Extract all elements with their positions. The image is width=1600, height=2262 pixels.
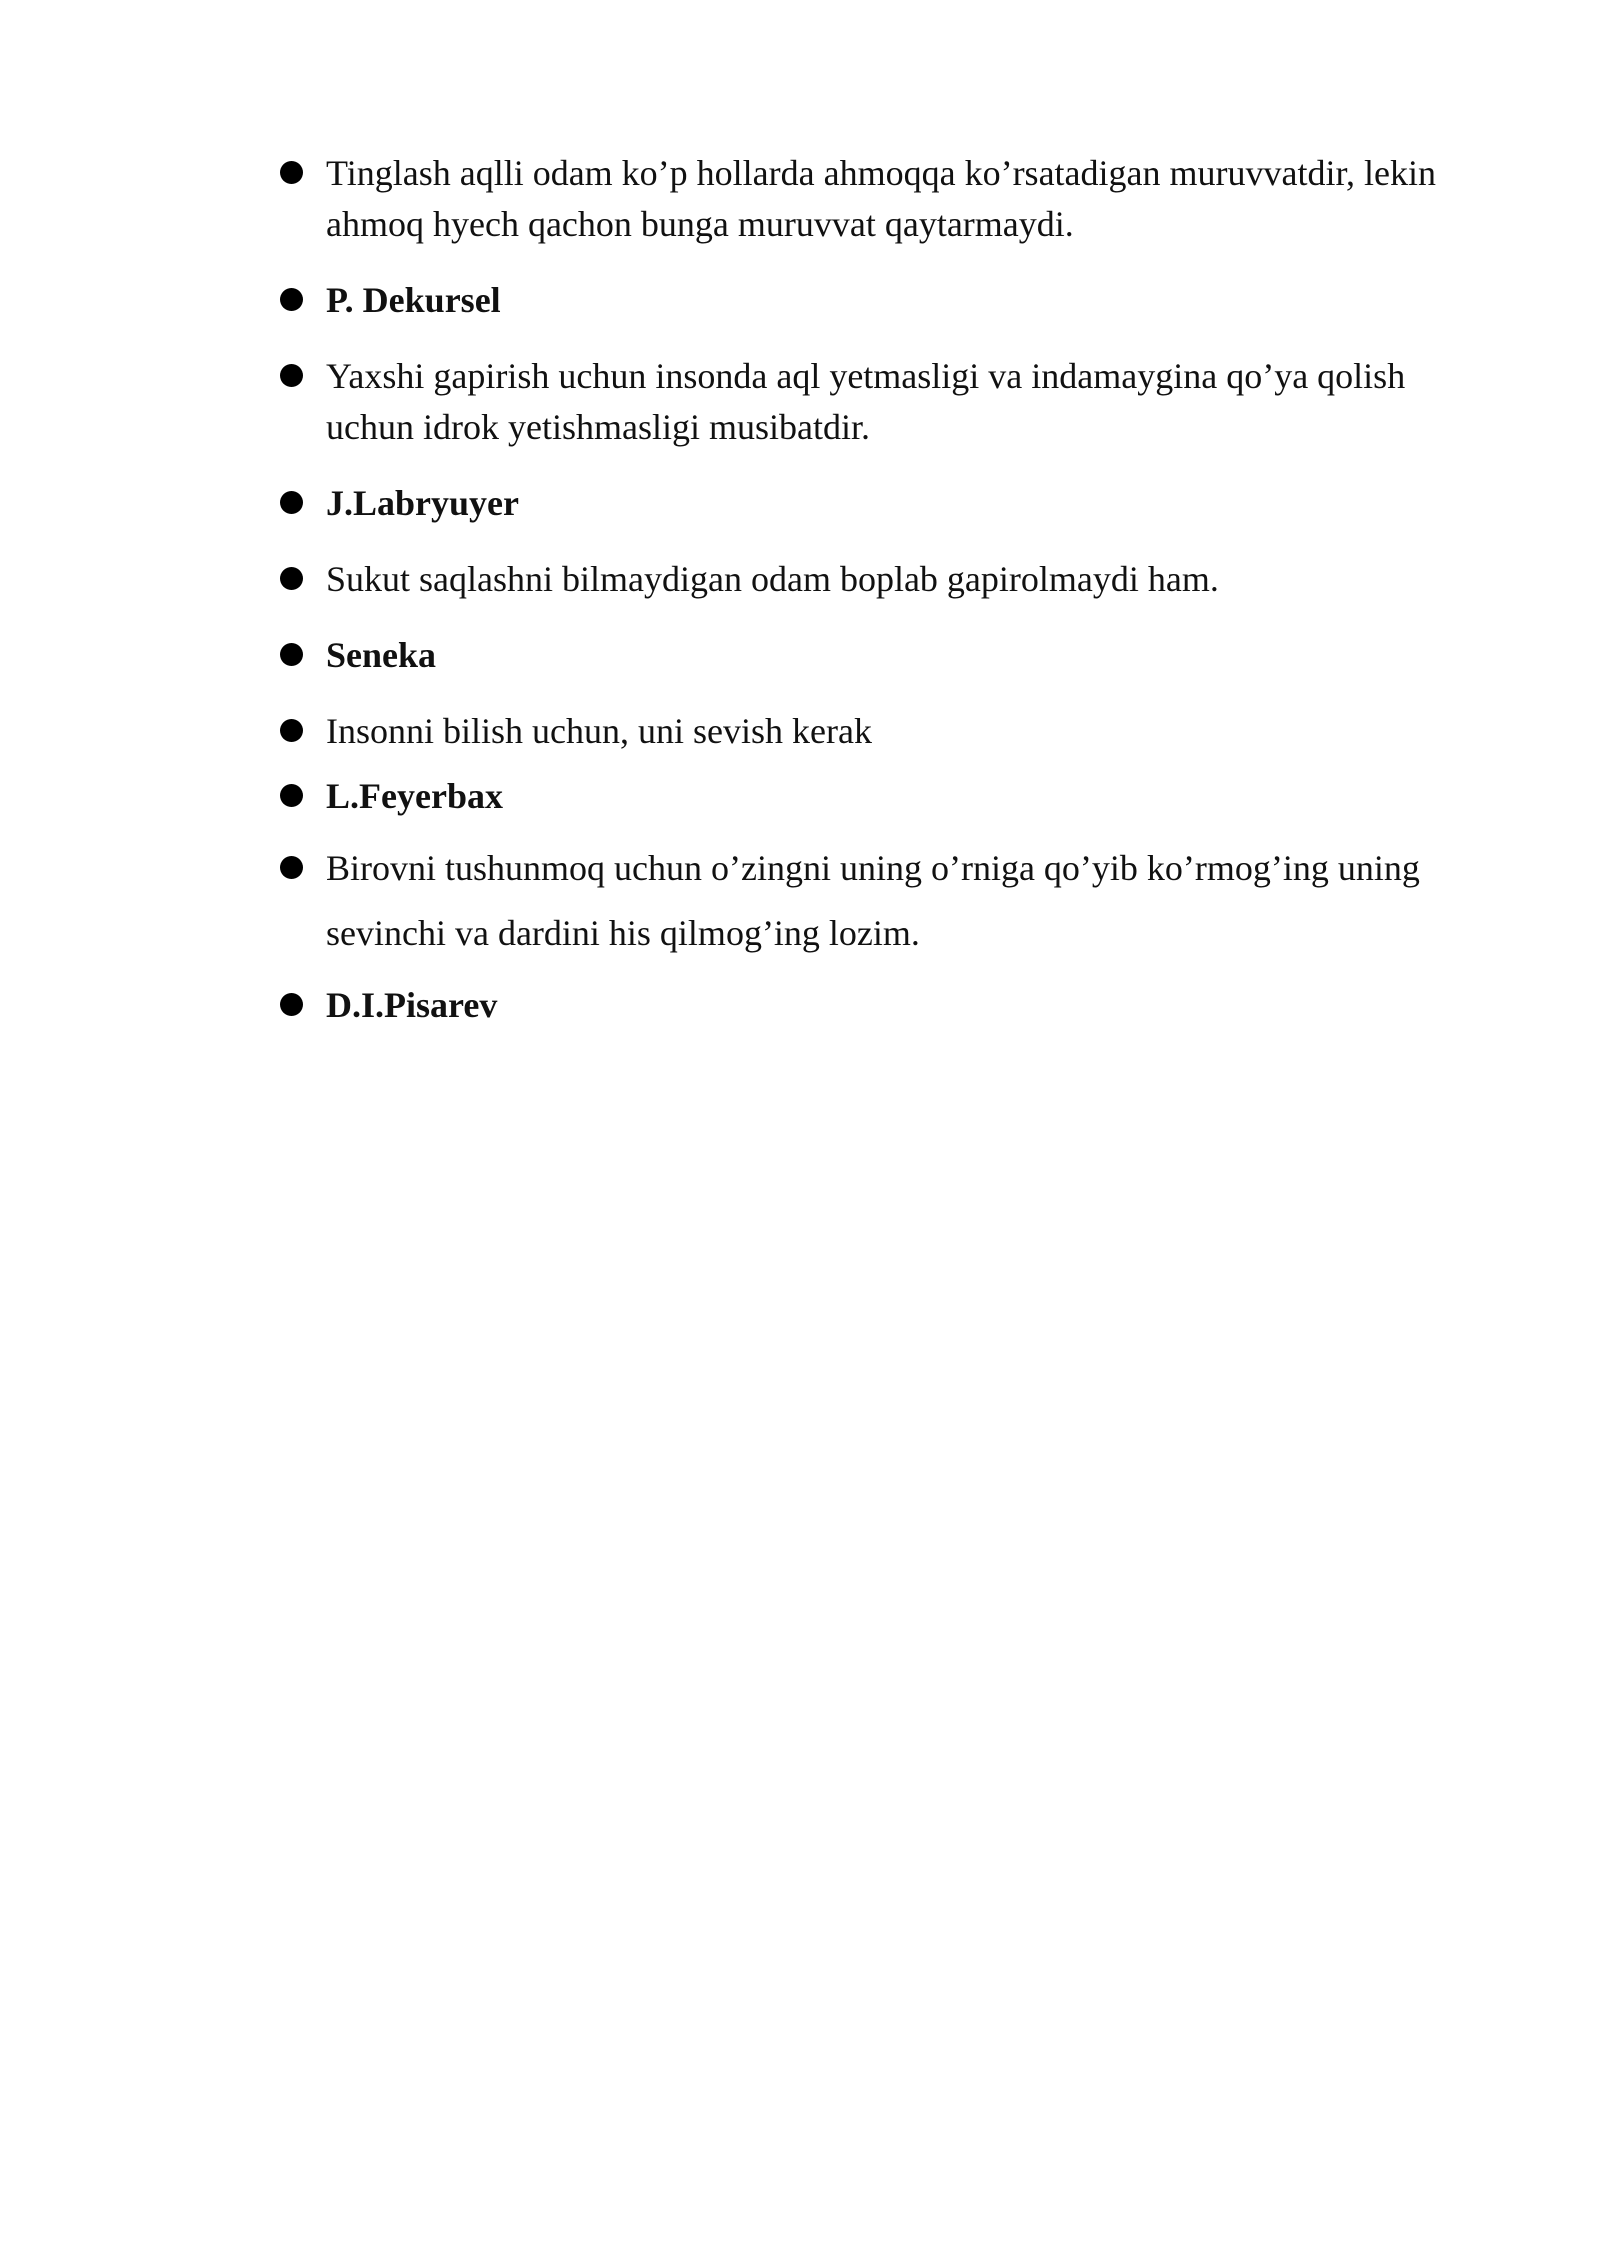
list-item bbox=[278, 148, 1498, 250]
bullet-icon bbox=[280, 856, 303, 879]
quote-text: Sukut saqlashni bilmaydigan odam boplab gapirolmaydi ham. bbox=[326, 559, 1219, 599]
list-item bbox=[278, 554, 1498, 605]
list-item bbox=[278, 980, 1498, 1031]
quote-text: Insonni bilish uchun, uni sevish kerak bbox=[326, 711, 872, 751]
bullet-icon bbox=[280, 567, 303, 590]
bullet-icon bbox=[280, 643, 303, 666]
bullet-icon bbox=[280, 993, 303, 1016]
quote-author: Seneka bbox=[326, 635, 437, 675]
list-item bbox=[278, 275, 1498, 326]
bullet-icon bbox=[280, 364, 303, 387]
list-item bbox=[278, 706, 1498, 757]
bullet-icon bbox=[280, 161, 303, 184]
quote-author: J.Labryuyer bbox=[326, 483, 519, 523]
list-item bbox=[278, 836, 1498, 966]
quote-text: Yaxshi gapirish uchun insonda aql yetmasligi va indamaygina qo’ya qolish uchun idrok yetishmasligi musibatdir. bbox=[326, 356, 1406, 447]
quote-author: D.I.Pisarev bbox=[326, 985, 498, 1025]
list-item bbox=[278, 630, 1498, 681]
quote-author: P. Dekursel bbox=[326, 280, 501, 320]
bullet-icon bbox=[280, 719, 303, 742]
list-item bbox=[278, 771, 1498, 822]
list-item bbox=[278, 351, 1498, 453]
quote-text: Birovni tushunmoq uchun o’zingni uning o’rniga qo’yib ko’rmog’ing uning sevinchi va dardini his qilmog’ing lozim. bbox=[326, 848, 1420, 953]
quote-text: Tinglash aqlli odam ko’p hollarda ahmoqqa ko’rsatadigan muruvvatdir, lekin ahmoq hyech qachon bunga muruvvat qaytarmaydi. bbox=[326, 153, 1437, 244]
bullet-icon bbox=[280, 784, 303, 807]
quote-author: L.Feyerbax bbox=[326, 776, 503, 816]
bullet-icon bbox=[280, 491, 303, 514]
bullet-icon bbox=[280, 288, 303, 311]
quote-list bbox=[278, 148, 1498, 1031]
list-item bbox=[278, 478, 1498, 529]
